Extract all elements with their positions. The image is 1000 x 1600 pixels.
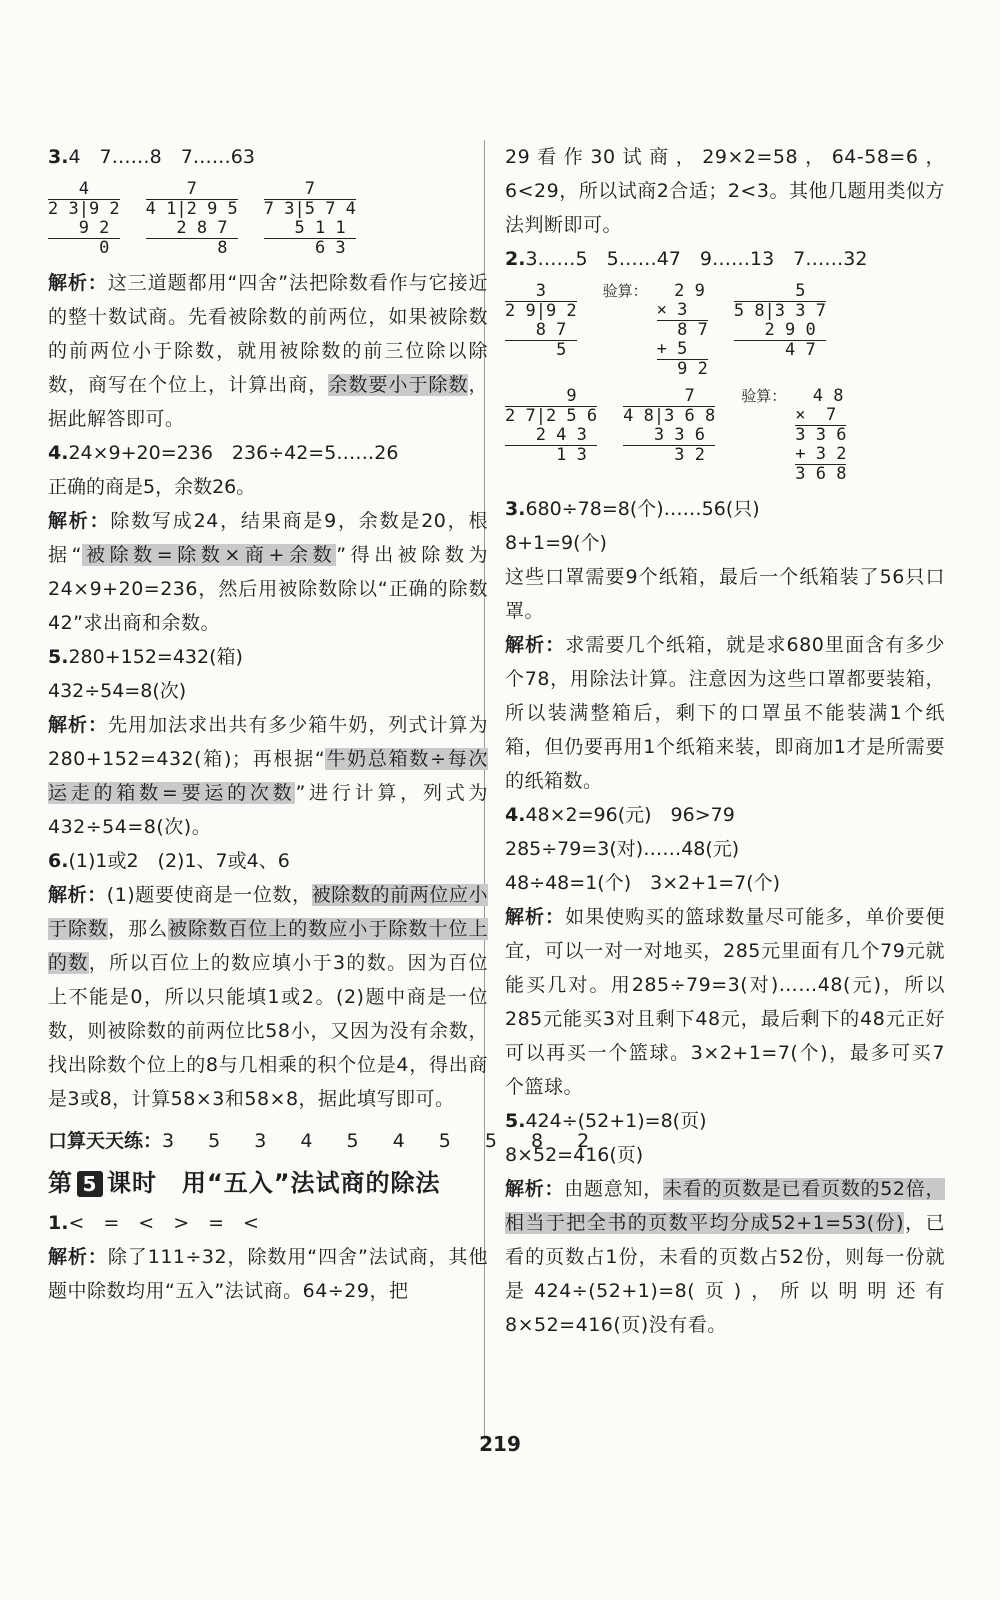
explanation-4-right: 解析：如果使购买的篮球数量尽可能多，单价要便宜，可以一对一对地买，285元里面有几个79元就能买几对。用285÷79=3(对)……48(元)，所以285元能买3对且剩下48元，最后剩下的48元正好可以再买一个篮球。3×2+1=7(个)，最多可买7个篮球。 xyxy=(505,906,945,1098)
check-calculation: 验算： 4 8 × 7 3 3 6 + 3 2 3 6 8 xyxy=(741,386,847,484)
long-division: 5 5 8|3 3 7 2 9 0 4 7 xyxy=(733,281,826,360)
mental-math-drill: 口算天天练：3 5 3 4 5 4 5 5 8 2 xyxy=(48,1130,604,1152)
answer-5-line2-right: 8×52=416(页) xyxy=(505,1144,644,1166)
lesson-heading: 第 5 课时 用“五入”法试商的除法 xyxy=(48,1169,441,1197)
answer-1: 1.< = < > = < xyxy=(48,1212,259,1234)
answer-4: 4.24×9+20=236 236÷42=5……26 xyxy=(48,442,399,464)
long-division: 3 2 9|9 2 8 7 5 xyxy=(505,281,577,360)
right-column xyxy=(505,140,945,1342)
explanation-4: 解析：除数写成24，结果商是9，余数是20，根据“被除数=除数×商+余数”得出被除数为24×9+20=236，然后用被除数除以“正确的除数42”求出商和余数。 xyxy=(48,510,489,634)
page-number: 219 xyxy=(479,1432,521,1456)
explanation-5-right: 解析：由题意知，未看的页数是已看页数的52倍，相当于把全书的页数平均分成52+1=53(份)，已看的页数占1份，未看的页数占52份，则每一份就是424÷(52+1)=8(页)，所以明明还有8×52=416(页)没有看。 xyxy=(505,1178,945,1336)
long-division: 7 4 8|3 6 8 3 3 6 3 2 xyxy=(623,386,716,465)
explanation-6: 解析：(1)题要使商是一位数，被除数的前两位应小于除数，那么被除数百位上的数应小于除数十位上的数，所以百位上的数应填小于3的数。因为百位上不能是0，所以只能填1或2。(2)题中商是一位数，则被除数的前两位比58小，又因为没有余数，找出除数个位上的8与几相乘的积个位是4，得出商是3或8，计算58×3和58×8，据此填写即可。 xyxy=(48,884,488,1110)
long-division: 7 7 3|5 7 4 5 1 1 6 3 xyxy=(263,179,356,258)
explanation-1-continued: 29看作30试商，29×2=58，64-58=6，6<29，所以试商2合适；2<3。其他几题用类似方法判断即可。 xyxy=(505,146,945,236)
explanation-3-right: 解析：求需要几个纸箱，就是求680里面含有多少个78，用除法计算。注意因为这些口罩都要装箱，所以装满整箱后，剩下的口罩虽不能装满1个纸箱，但仍要再用1个纸箱来装，即商加1才是所需要的纸箱数。 xyxy=(505,634,945,792)
answer-3-line2: 8+1=9(个) xyxy=(505,532,607,554)
check-calculation: 验算： 2 9 × 3 8 7 + 5 9 2 xyxy=(602,281,708,379)
answer-3-right: 3.680÷78=8(个)……56(只) xyxy=(505,498,760,520)
answer-4-line2: 285÷79=3(对)……48(元) xyxy=(505,838,740,860)
explanation-3: 解析：这三道题都用“四舍”法把除数看作与它接近的整十数试商。先看被除数的前两位，如果被除数的前两位小于除数，就用被除数的前三位除以除数，商写在个位上，计算出商，余数要小于除数，据此解答即可。 xyxy=(48,272,488,430)
answer-3-sentence: 这些口罩需要9个纸箱，最后一个纸箱装了56只口罩。 xyxy=(505,566,945,622)
answer-2: 2.3……5 5……47 9……13 7……32 xyxy=(505,248,868,270)
answer-5-right: 5.424÷(52+1)=8(页) xyxy=(505,1110,707,1132)
long-division: 4 2 3|9 2 9 2 0 xyxy=(48,179,120,258)
explanation-5: 解析：先用加法求出共有多少箱牛奶，列式计算为280+152=432(箱)；再根据“牛奶总箱数÷每次运走的箱数=要运的次数”进行计算，列式为432÷54=8(次)。 xyxy=(48,714,489,838)
answer-4-right: 4.48×2=96(元) 96>79 xyxy=(505,804,735,826)
answer-5-line2: 432÷54=8(次) xyxy=(48,680,187,702)
answer-6: 6.(1)1或2 (2)1、7或4、6 xyxy=(48,850,290,872)
long-division: 7 4 1|2 9 5 2 8 7 8 xyxy=(145,179,238,258)
answer-4-line3: 48÷48=1(个) 3×2+1=7(个) xyxy=(505,872,781,894)
long-division: 9 2 7|2 5 6 2 4 3 1 3 xyxy=(505,386,598,465)
long-division-row xyxy=(505,387,945,484)
answer-3: 3.4 7……8 7……63 xyxy=(48,146,255,168)
long-division-row xyxy=(505,282,945,379)
long-division-row xyxy=(48,180,488,258)
answer-4-result: 正确的商是5，余数26。 xyxy=(48,476,256,498)
answer-5: 5.280+152=432(箱) xyxy=(48,646,243,668)
explanation-1: 解析：除了111÷32，除数用“四舍”法试商，其他题中除数均用“五入”法试商。64÷29，把 xyxy=(48,1246,488,1302)
lesson-number-badge: 5 xyxy=(77,1171,103,1197)
